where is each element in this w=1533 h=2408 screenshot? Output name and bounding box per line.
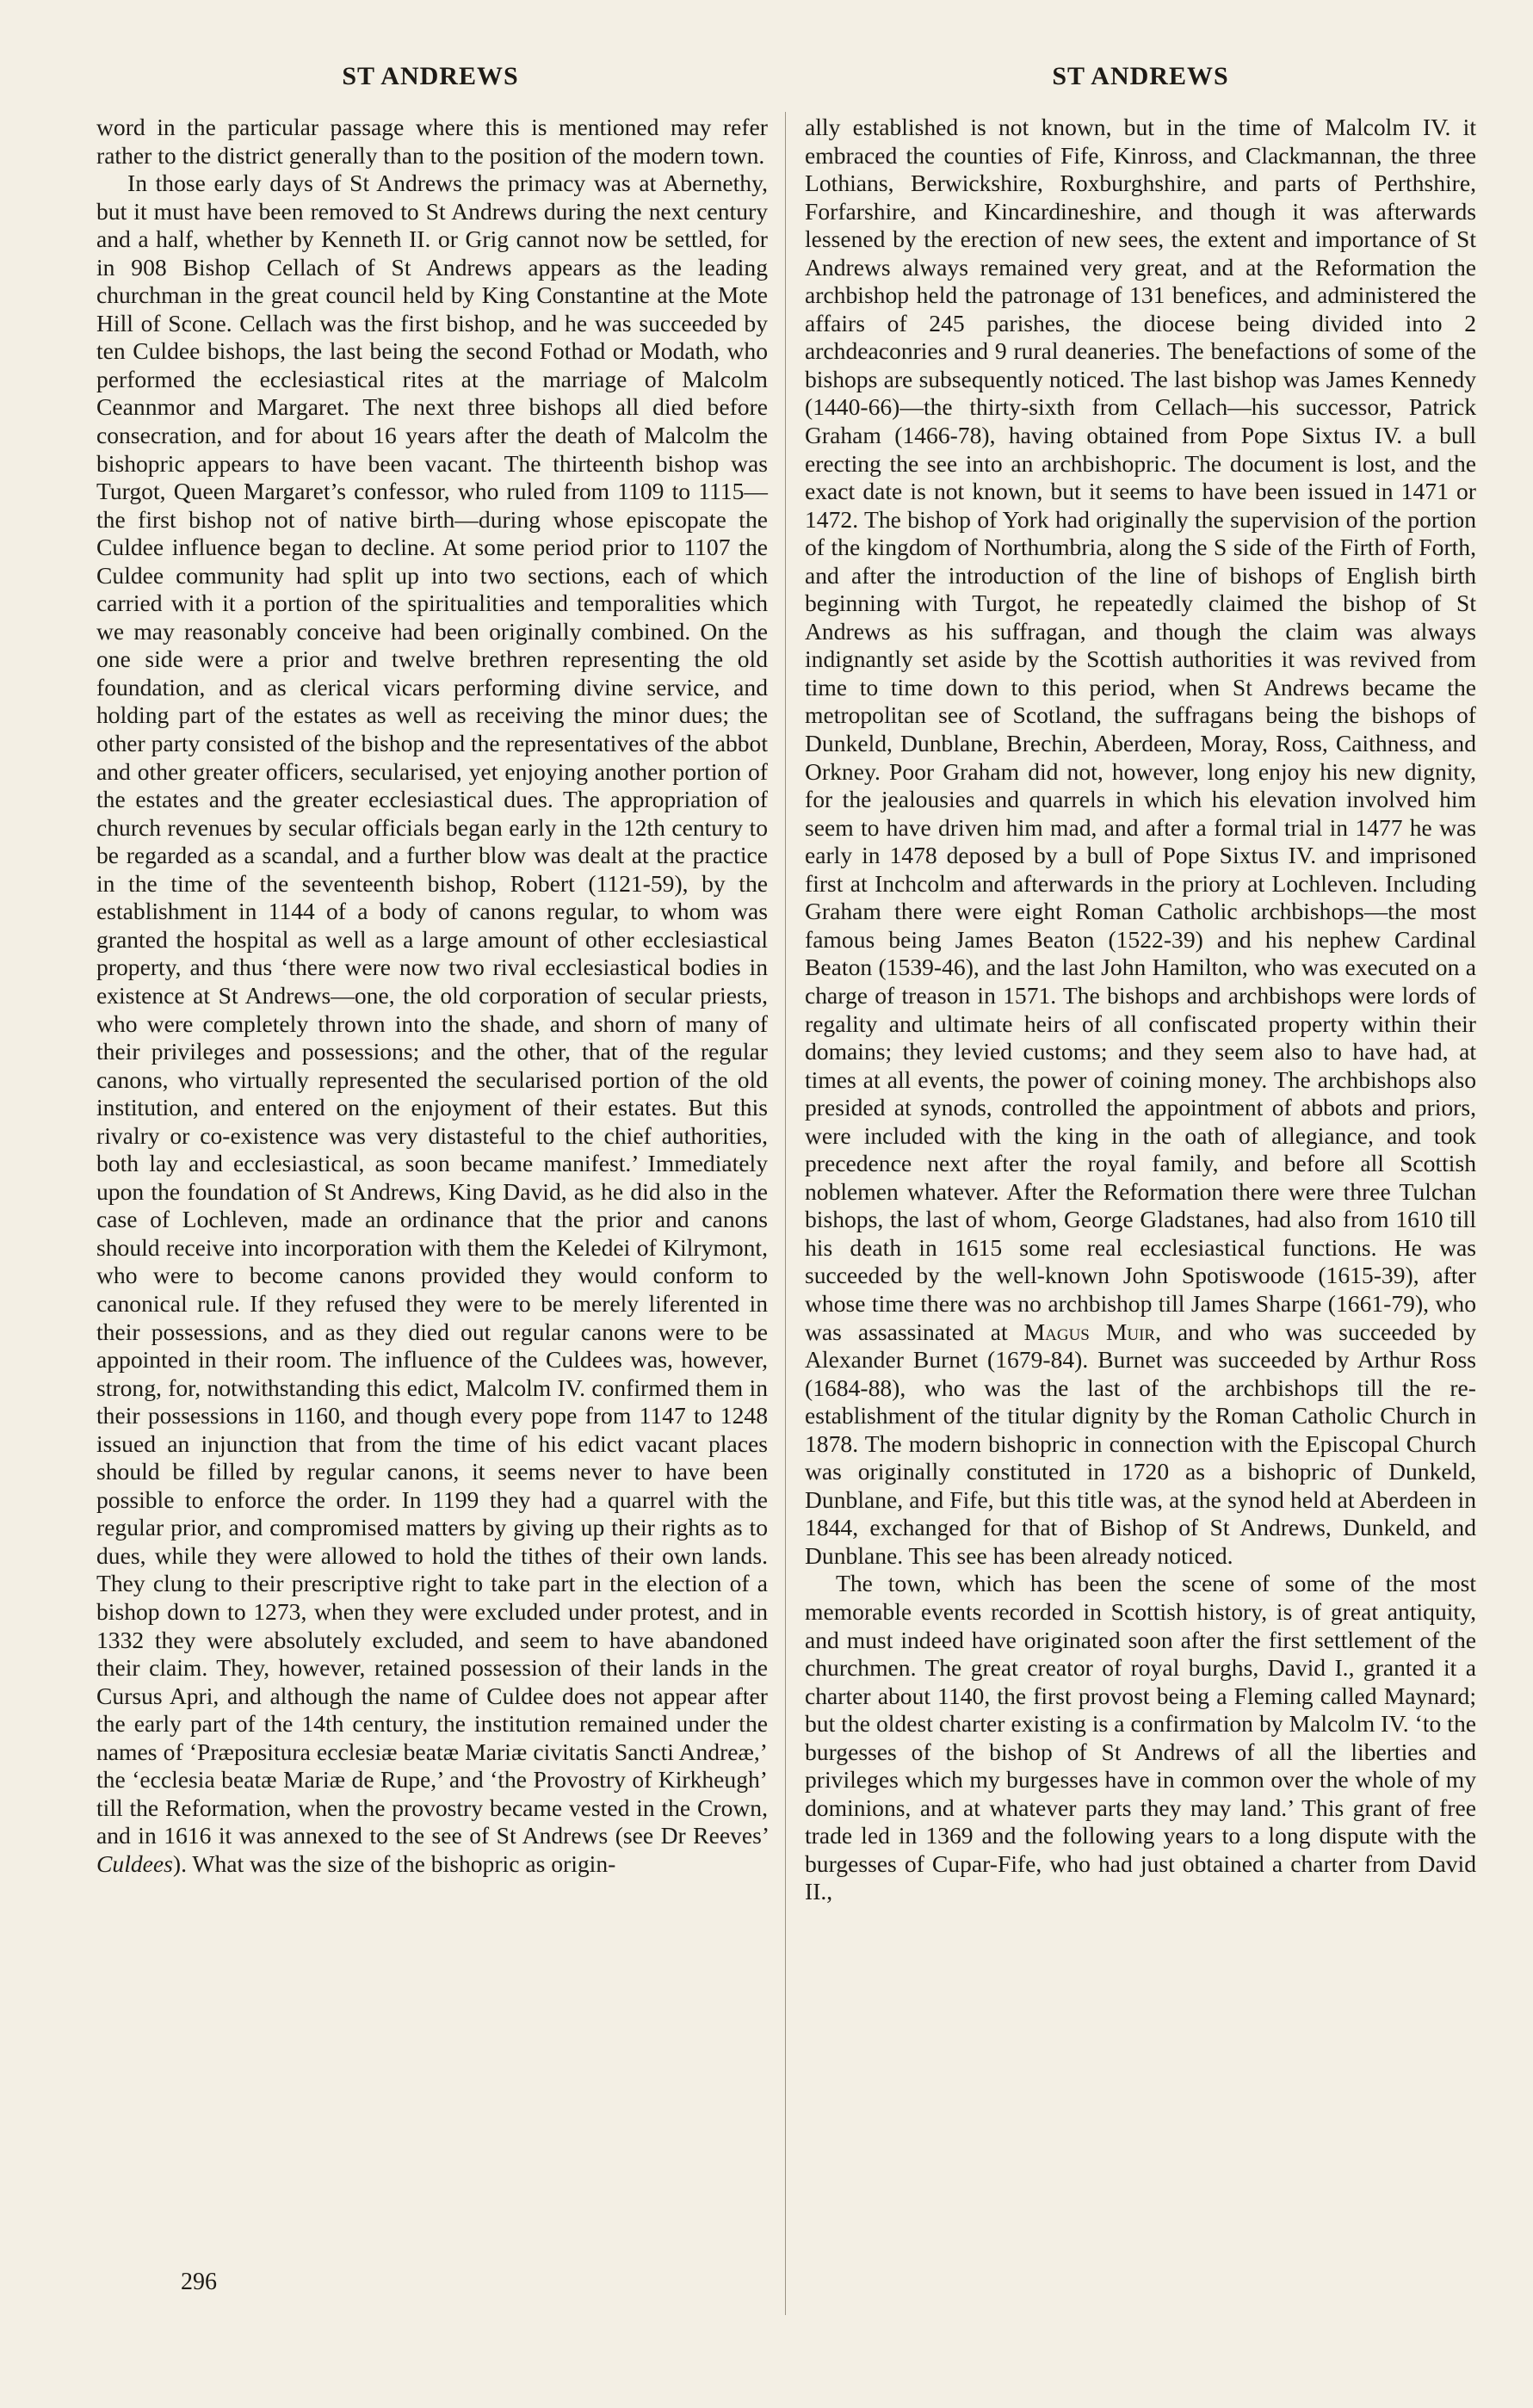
running-header-left: ST ANDREWS (342, 62, 519, 90)
column-divider (785, 112, 786, 2315)
italic-citation: Culdees (96, 1849, 173, 1877)
paragraph-text: ally established is not known, but in the time of Malcolm IV. it embraced the counties of Fife, Kinross, and Clackmannan, the three Lothians, Berwickshire, Roxburghshire, and parts of Perthshire, Forfarshire, and Kincardineshire, and though it was afterwards lessened by the erection of new sees, the extent and importance of St Andrews always remained very great, and at the Reformation the archbishop held the patronage of 131 benefices, and administered the affairs of 245 parishes, the diocese being divided into 2 archdeaconries and 9 rural deaneries. The benefactions of some of the bishops are subsequently noticed. The last bishop was James Kennedy (1440-66)—the thirty-sixth from Cellach—his successor, Patrick Graham (1466-78), having obtained from Pope Sixtus IV. a bull erecting the see into an archbishopric. The document is lost, and the exact date is not known, but it seems to have been issued in 1471 or 1472. The bishop of York had originally the supervision of the portion of the kingdom of Northumbria, along the S side of the Firth of Forth, and after the introduction of the line of bishops of English birth beginning with Turgot, he repeatedly claimed the bishop of St Andrews as his suffragan, and though the claim was always indignantly set aside by the Scottish authorities it was revived from time to time down to this period, when St Andrews became the metropolitan see of Scotland, the suffragans being the bishops of Dunkeld, Dunblane, Brechin, Aberdeen, Moray, Ross, Caithness, and Orkney. Poor Graham did not, however, long enjoy his new dignity, for the jealousies and quarrels in which his elevation involved him seem to have driven him mad, and after a formal trial in 1477 he was early in 1478 deposed by a bull of Pope Sixtus IV. and imprisoned first at Inchcolm and afterwards in the priory at Lochleven. Including Graham there were eight Roman Catholic archbishops—the most famous being James Beaton (1522-39) and his nephew Cardinal Beaton (1539-46), and the last John Hamilton, who was executed on a charge of treason in 1571. The bishops and archbishops were lords of regality and ultimate heirs of all confiscated property within their domains; they levied customs; and they seem also to have had, at times at all events, the power of coining money. The archbishops also presided at synods, controlled the appointment of abbots and priors, were included with the king in the oath of allegiance, and took precedence next after the royal family, and before all Scottish noblemen whatever. After the Reformation there were three Tulchan bishops, the last of whom, George Gladstanes, had also from 1610 till his death in 1615 some real ecclesiastical functions. He was succeeded by the well-known John Spotiswoode (1615-39), after whose time there was no archbishop till James Sharpe (1661-79), who was assassinated at (805, 114, 1476, 1345)
left-column (96, 114, 768, 1878)
paragraph-text: word in the particular passage where this is mentioned may refer rather to the district generally than to the position of the modern town. (96, 114, 768, 169)
place-name-smallcaps: Magus Muir (1023, 1318, 1156, 1345)
paragraph (805, 1570, 1476, 1906)
page-number: 296 (181, 2269, 217, 2295)
paragraph (96, 114, 768, 170)
paragraph-text: In those early days of St Andrews the primacy was at Abernethy, but it must have been removed to St Andrews during the next century and a half, whether by Kenneth II. or Grig cannot now be settled, for in 908 Bishop Cellach of St Andrews appears as the leading churchman in the great council held by King Constantine at the Mote Hill of Scone. Cellach was the first bishop, and he was succeeded by ten Culdee bishops, the last being the second Fothad or Modath, who performed the ecclesiastical rites at the marriage of Malcolm Ceannmor and Margaret. The next three bishops all died before consecration, and for about 16 years after the death of Malcolm the bishopric appears to have been vacant. The thirteenth bishop was Turgot, Queen Margaret’s confessor, who ruled from 1109 to 1115—the first bishop not of native birth—during whose episcopate the Culdee influence began to decline. At some period prior to 1107 the Culdee community had split up into two sections, each of which carried with it a portion of the spiritualities and temporalities which we may reasonably conceive had been originally combined. On the one side were a prior and twelve brethren representing the old foundation, and as clerical vicars performing divine service, and holding part of the estates as well as receiving the minor dues; the other party consisted of the bishop and the representatives of the abbot and other greater officers, secularised, yet enjoying another portion of the estates and the greater ecclesiastical dues. The appropriation of church revenues by secular officials began early in the 12th century to be regarded as a scandal, and a further blow was dealt at the practice in the time of the seventeenth bishop, Robert (1121-59), by the establishment in 1144 of a body of canons regular, to whom was granted the hospital as well as a large amount of other ecclesiastical property, and thus ‘there were now two rival ecclesiastical bodies in existence at St Andrews—one, the old corporation of secular priests, who were completely thrown into the shade, and shorn of many of their privileges and possessions; and the other, that of the regular canons, who virtually represented the secularised portion of the old institution, and entered on the enjoyment of their estates. But this rivalry or co-existence was very distasteful to the chief authorities, both lay and ecclesiastical, as soon became manifest.’ Immediately upon the foundation of St Andrews, King David, as he did also in the case of Lochleven, made an ordinance that the prior and canons should receive into incorporation with them the Keledei of Kilrymont, who were to become canons provided they would conform to canonical rule. If they refused they were to be merely liferented in their possessions, and as they died out regular canons were to be appointed in their room. The influence of the Culdees was, however, strong, for, notwithstanding this edict, Malcolm IV. confirmed them in their possessions in 1160, and though every pope from 1147 to 1248 issued an injunction that from the time of his edict vacant places should be filled by regular canons, it seems never to have been possible to enforce the order. In 1199 they had a quarrel with the regular prior, and compromised matters by giving up their rights as to dues, while they were allowed to hold the tithes of their own lands. They clung to their prescriptive right to take part in the election of a bishop down to 1273, when they were excluded under protest, and in 1332 they were absolutely excluded, and seem to have abandoned their claim. They, however, retained possession of their lands in the Cursus Apri, and although the name of Culdee does not appear after the early part of the 14th century, the institution remained under the names of ‘Præpositura ecclesiæ beatæ Mariæ civitatis Sancti Andreæ,’ the ‘ecclesia beatæ Mariæ de Rupe,’ and ‘the Provostry of Kirkheugh’ till the Reformation, when the provostry became vested in the Crown, and in 1616 it was annexed to the see of St Andrews (see Dr Reeves’ (96, 170, 768, 1849)
right-column (805, 114, 1476, 1906)
paragraph-text: The town, which has been the scene of some of the most memorable events recorded in Scottish history, is of great antiquity, and must indeed have originated soon after the first settlement of the churchmen. The great creator of royal burghs, David I., granted it a charter about 1140, the first provost being a Fleming called Maynard; but the oldest charter existing is a confirmation by Malcolm IV. ‘to the burgesses of the bishop of St Andrews of all the liberties and privileges which my burgesses have in common over the whole of my dominions, and at whatever parts they may land.’ This grant of free trade led in 1369 and the following years to a long dispute with the burgesses of Cupar-Fife, who had just obtained a charter from David II., (805, 1570, 1476, 1905)
paragraph-text-tail: , and who was succeeded by Alexander Burnet (1679-84). Burnet was succeeded by Arthur Ross (1684-88), who was the last of the archbishops till the re-establishment of the titular dignity by the Roman Catholic Church in 1878. The modern bishopric in connection with the Episcopal Church was originally constituted in 1720 as a bishopric of Dunkeld, Dunblane, and Fife, but this title was, at the synod held at Aberdeen in 1844, exchanged for that of Bishop of St Andrews, Dunkeld, and Dunblane. This see has been already noticed. (805, 1318, 1476, 1569)
paragraph (805, 114, 1476, 1570)
paragraph-text-tail: ). What was the size of the bishopric as origin- (172, 1849, 616, 1877)
running-header-right: ST ANDREWS (1052, 62, 1229, 90)
paragraph (96, 170, 768, 1878)
